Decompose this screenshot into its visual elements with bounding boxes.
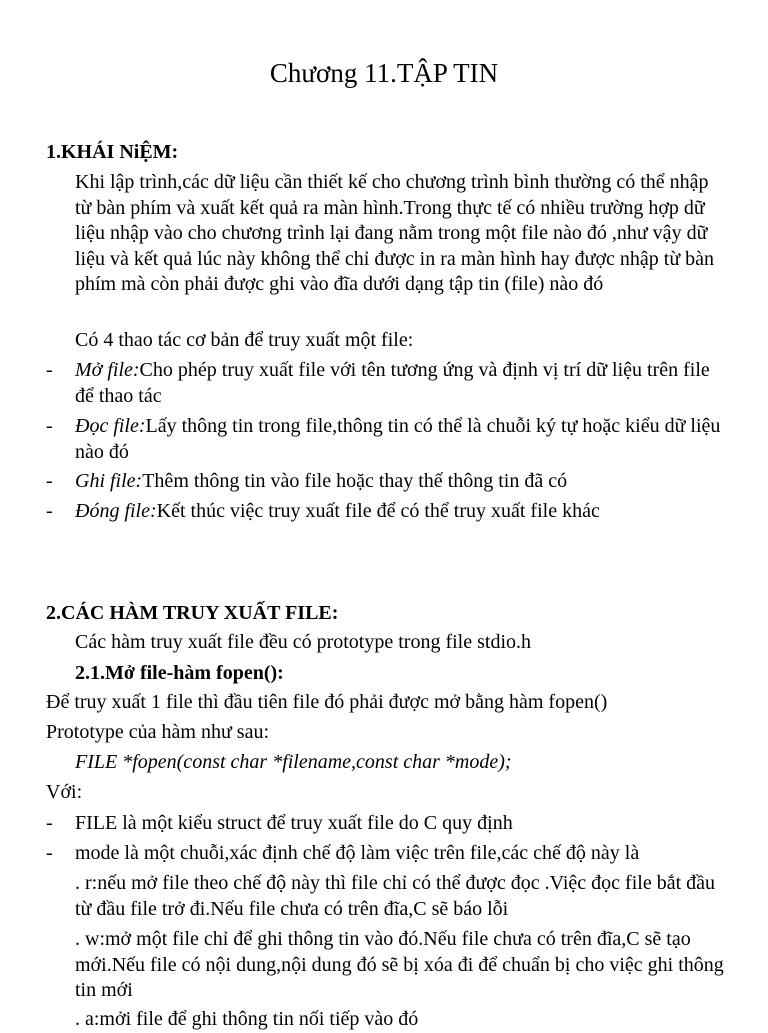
bullet-dash: -	[46, 842, 53, 864]
operation-term: Mở file:	[75, 359, 140, 381]
operation-term: Ghi file:	[75, 470, 143, 492]
subsection-heading: 2.1.Mở file-hàm fopen():	[75, 662, 284, 684]
function-prototype: FILE *fopen(const char *filename,const char *mode);	[75, 751, 512, 773]
bullet-dash: -	[46, 359, 53, 381]
mode-description: . w:mở một file chỉ để ghi thông tin vào đó.Nếu file chưa có trên đĩa,C sẽ tạo mới.Nếu file có nội dung,nội dung đó sẽ bị xóa đi để chuẩn bị cho việc ghi thông tin mới	[75, 928, 724, 1001]
mode-description: . r:nếu mở file theo chế độ này thì file chỉ có thể được đọc .Việc đọc file bắt đầu từ đầu file trở đi.Nếu file chưa có trên đĩa,C sẽ báo lỗi	[75, 872, 716, 920]
operation-desc: Kết thúc việc truy xuất file để có thể truy xuất file khác	[156, 500, 600, 522]
section-2-intro: Các hàm truy xuất file đều có prototype trong file stdio.h	[75, 631, 531, 653]
operation-term: Đọc file:	[75, 415, 146, 437]
body-text: Prototype của hàm như sau:	[46, 721, 270, 743]
bullet-dash: -	[46, 812, 53, 834]
list-item-text	[75, 499, 726, 525]
body-text: Với:	[46, 781, 83, 803]
operations-intro: Có 4 thao tác cơ bản để truy xuất một file:	[75, 329, 414, 351]
list-item-text	[75, 469, 726, 495]
page-title: Chương 11.TẬP TIN	[269, 58, 499, 88]
body-text: Để truy xuất 1 file thì đầu tiên file đó phải được mở bằng hàm fopen()	[46, 691, 608, 713]
section-1-intro: Khi lập trình,các dữ liệu cần thiết kế cho chương trình bình thường có thể nhập từ bàn phím và xuất kết quả ra màn hình.Trong thực tế có nhiều trường hợp dữ liệu nhập vào cho chương trình lại đang nằm trong một file nào đó ,như vậy dữ liệu và kết quả lúc này không thể chỉ được in ra màn hình hay được nhập từ bàn phím mà còn phải được ghi vào đĩa dưới dạng tập tin (file) nào đó	[75, 171, 715, 295]
section-1-heading: 1.KHÁI NiỆM:	[46, 141, 179, 163]
bullet-dash: -	[46, 415, 53, 437]
mode-description: . a:mởi file để ghi thông tin nối tiếp vào đó	[75, 1008, 419, 1030]
operation-desc: Lấy thông tin trong file,thông tin có thể là chuỗi ký tự hoặc kiểu dữ liệu nào đó	[75, 415, 721, 463]
operation-term: Đóng file:	[75, 500, 157, 522]
list-item-text	[75, 414, 726, 465]
list-item-text	[75, 358, 726, 409]
section-2-heading: 2.CÁC HÀM TRUY XUẤT FILE:	[46, 602, 339, 624]
operation-desc: Cho phép truy xuất file với tên tương ứng và định vị trí dữ liệu trên file để thao tác	[75, 359, 710, 407]
list-item-text: FILE là một kiểu struct để truy xuất file do C quy định	[75, 812, 513, 834]
bullet-dash: -	[46, 500, 53, 522]
operation-desc: Thêm thông tin vào file hoặc thay thế thông tin đã có	[142, 470, 568, 492]
list-item-text: mode là một chuỗi,xác định chế độ làm việc trên file,các chế độ này là	[75, 842, 640, 864]
bullet-dash: -	[46, 470, 53, 492]
